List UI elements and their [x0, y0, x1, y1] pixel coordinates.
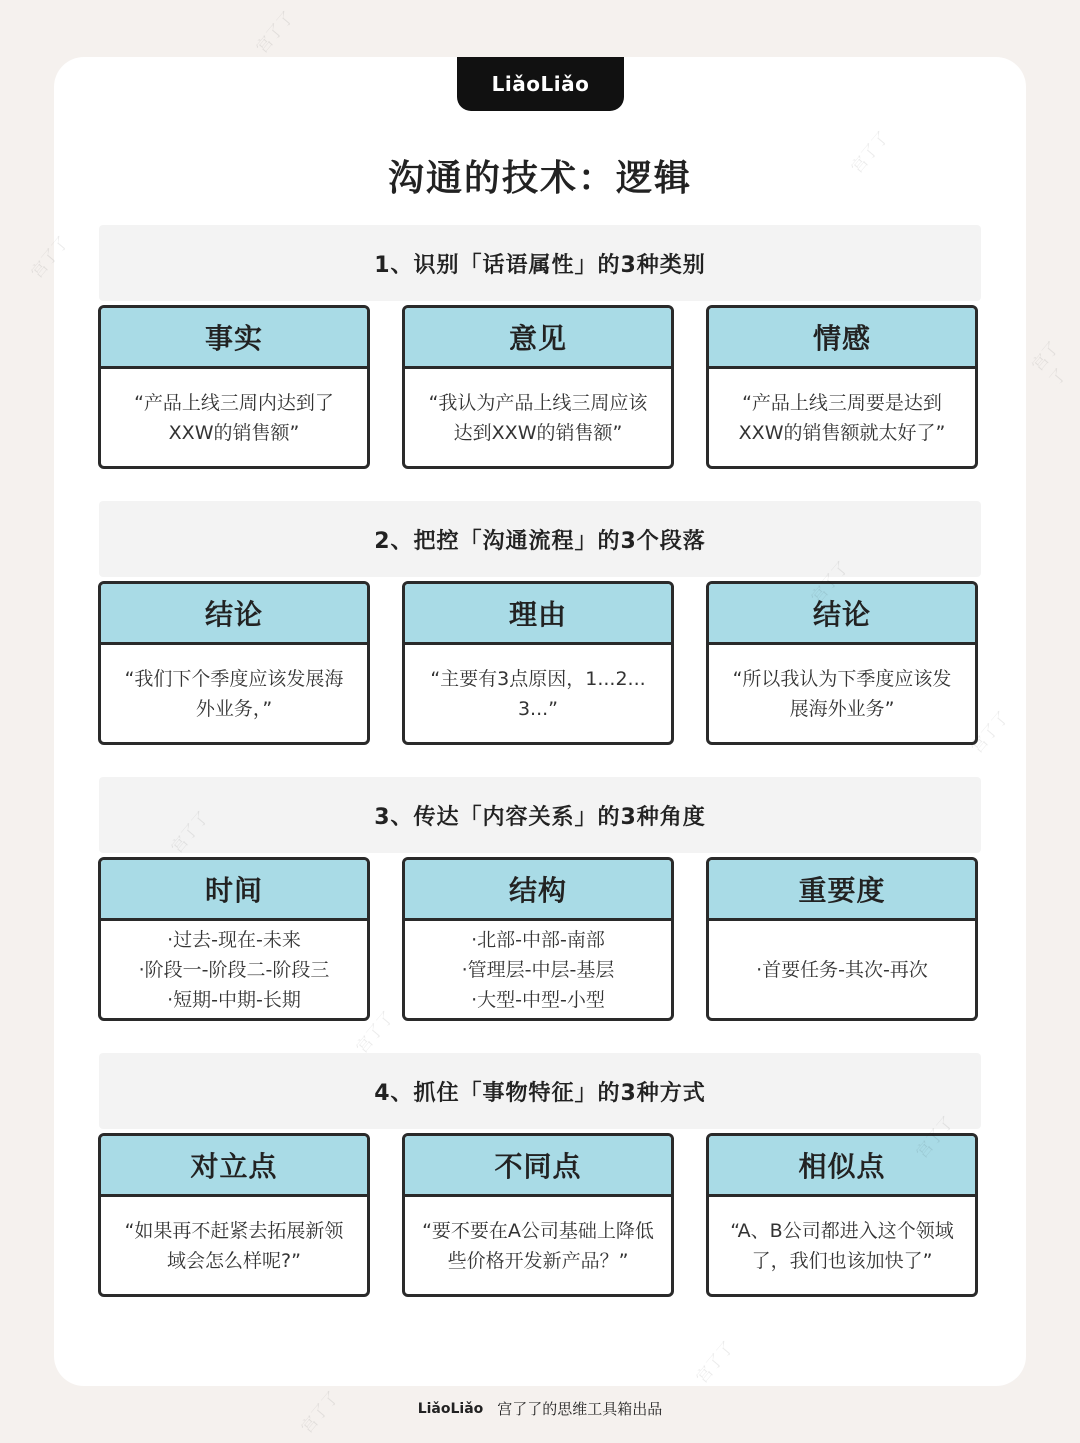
box-title: 对立点	[101, 1136, 367, 1197]
box-line: 达到XXW的销售额”	[453, 421, 623, 444]
flow-box-reason	[402, 581, 674, 745]
box-body	[405, 645, 671, 742]
box-body	[405, 921, 671, 1018]
box-line: “产品上线三周内达到了	[134, 391, 334, 414]
box-line: “我们下个季度应该发展海	[124, 667, 344, 690]
angle-box-structure	[402, 857, 674, 1021]
box-line: 展海外业务”	[789, 697, 895, 720]
box-line: 外业务，”	[195, 697, 273, 720]
category-box-opinion	[402, 305, 674, 469]
box-title: 结构	[405, 860, 671, 921]
box-body	[101, 921, 367, 1018]
box-title: 时间	[101, 860, 367, 921]
box-line: “产品上线三周要是达到	[742, 391, 942, 414]
box-body	[101, 645, 367, 742]
box-body	[709, 645, 975, 742]
section-heading-3: 3、传达「内容关系」的3种角度	[99, 777, 981, 853]
watermark: 宫了了	[1027, 337, 1071, 390]
footer	[0, 1398, 1080, 1419]
box-line: ·北部-中部-南部	[471, 928, 605, 951]
box-title: 事实	[101, 308, 367, 369]
box-line: ·管理层-中层-基层	[461, 958, 615, 981]
box-body	[709, 369, 975, 466]
footer-text: 宫了了的思维工具箱出品	[497, 1400, 663, 1418]
box-line: “如果再不赶紧去拓展新领	[124, 1219, 344, 1242]
box-line: 些价格开发新产品？”	[447, 1249, 629, 1272]
category-box-fact	[98, 305, 370, 469]
section-heading-4: 4、抓住「事物特征」的3种方式	[99, 1053, 981, 1129]
box-line: 3...”	[517, 697, 559, 720]
box-line: ·阶段一-阶段二-阶段三	[138, 958, 330, 981]
flow-box-conclusion	[98, 581, 370, 745]
footer-logo: LiǎoLiǎo	[417, 1400, 484, 1417]
angle-box-importance	[706, 857, 978, 1021]
box-title: 结论	[101, 584, 367, 645]
box-line: “所以我认为下季度应该发	[732, 667, 952, 690]
feature-box-opposite	[98, 1133, 370, 1297]
box-line: “主要有3点原因，1...2...	[430, 667, 646, 690]
box-title: 结论	[709, 584, 975, 645]
section-heading-2: 2、把控「沟通流程」的3个段落	[99, 501, 981, 577]
feature-box-similarity	[706, 1133, 978, 1297]
box-line: XXW的销售额就太好了”	[738, 421, 946, 444]
box-title: 情感	[709, 308, 975, 369]
angle-box-time	[98, 857, 370, 1021]
watermark: 宫了了	[252, 7, 298, 57]
box-body	[101, 369, 367, 466]
box-title: 相似点	[709, 1136, 975, 1197]
box-body	[101, 1197, 367, 1294]
box-line: XXW的销售额”	[168, 421, 300, 444]
box-line: ·短期-中期-长期	[167, 988, 301, 1011]
brand-logo-text: LiǎoLiǎo	[491, 72, 590, 96]
page-title: 沟通的技术：逻辑	[387, 158, 692, 199]
box-line: ·大型-中型-小型	[471, 988, 605, 1011]
section-heading-1: 1、识别「话语属性」的3种类别	[99, 225, 981, 301]
feature-box-difference	[402, 1133, 674, 1297]
box-body	[709, 1197, 975, 1294]
flow-box-conclusion-final	[706, 581, 978, 745]
box-body	[405, 369, 671, 466]
box-title: 重要度	[709, 860, 975, 921]
box-title: 意见	[405, 308, 671, 369]
brand-logo	[457, 57, 624, 111]
box-line: “要不要在A公司基础上降低	[422, 1219, 654, 1242]
box-line: “A、B公司都进入这个领域	[730, 1219, 954, 1242]
box-line: 了，我们也该加快了”	[751, 1249, 933, 1272]
box-body	[405, 1197, 671, 1294]
box-line: ·首要任务-其次-再次	[756, 958, 928, 981]
box-line: “我认为产品上线三周应该	[428, 391, 648, 414]
box-title: 不同点	[405, 1136, 671, 1197]
box-line: 域会怎么样呢?”	[167, 1249, 301, 1272]
watermark: 宫了了	[297, 1387, 343, 1437]
category-box-emotion	[706, 305, 978, 469]
box-title: 理由	[405, 584, 671, 645]
box-body	[709, 921, 975, 1018]
box-line: ·过去-现在-未来	[167, 928, 301, 951]
watermark: 宫了了	[27, 232, 73, 282]
